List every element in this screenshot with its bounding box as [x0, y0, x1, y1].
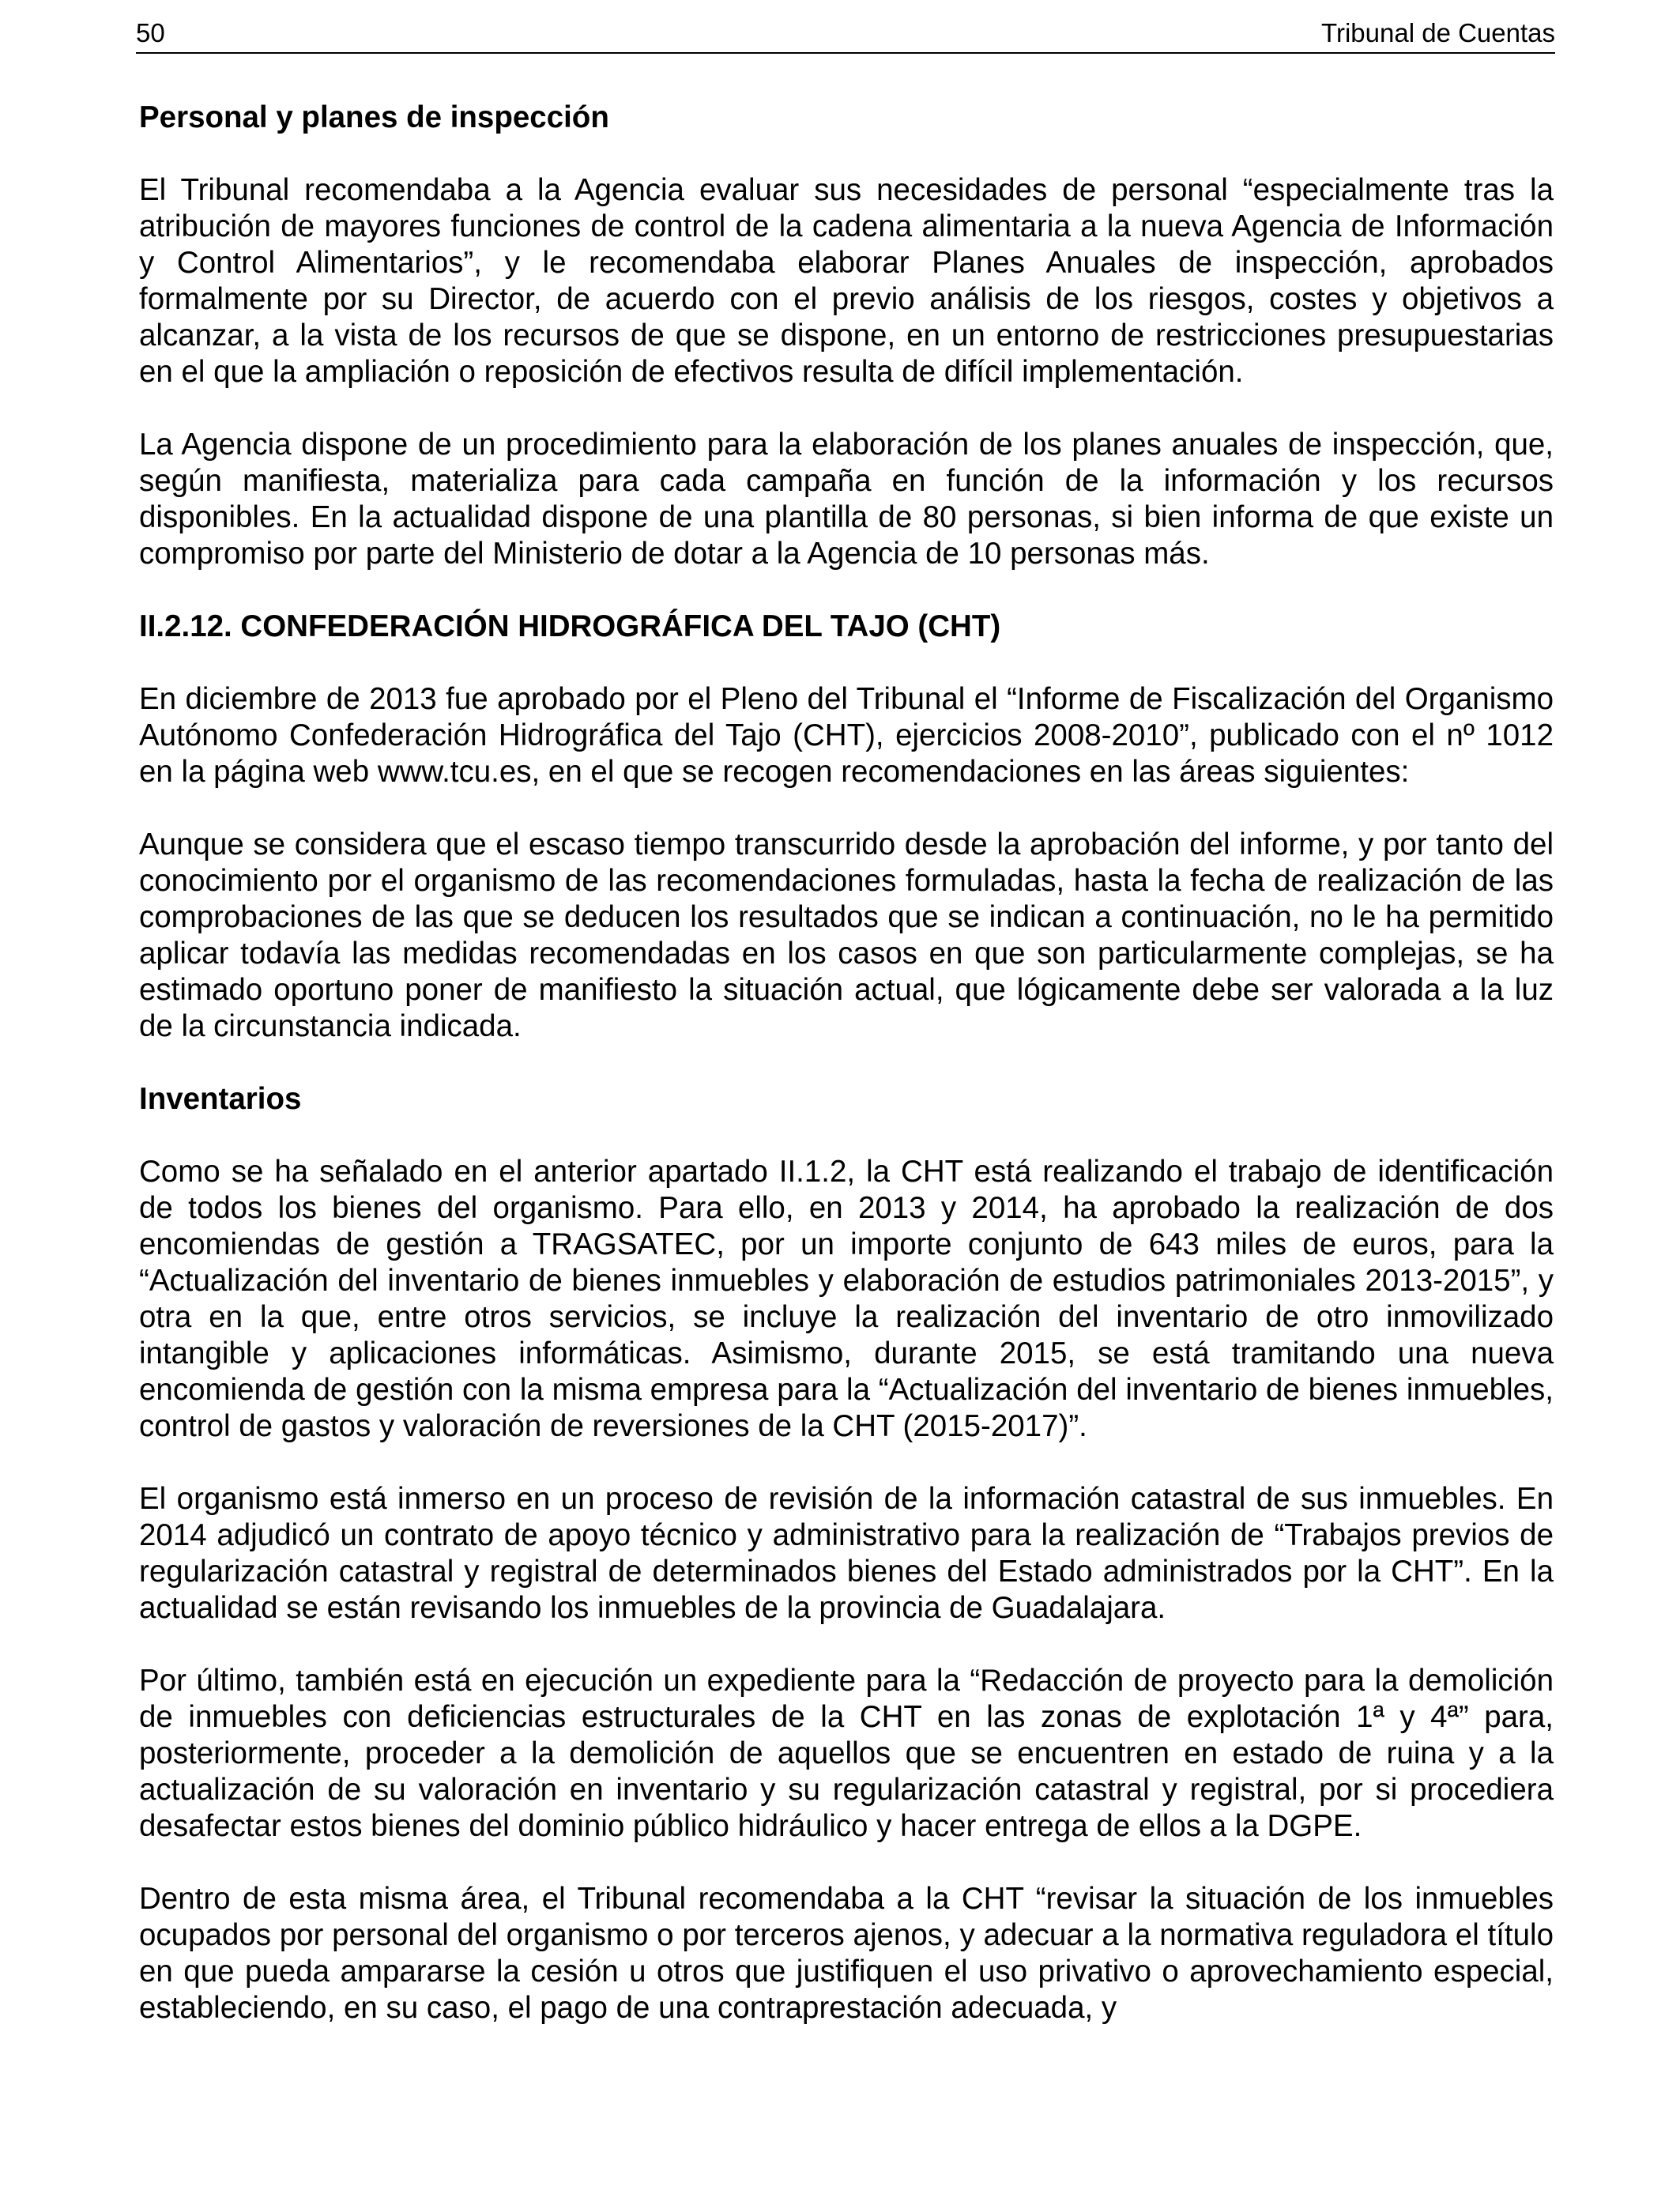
- paragraph: Aunque se considera que el escaso tiempo transcurrido desde la aprobación del informe, y por tanto del conocimiento por el organismo de las recomendaciones formuladas, hasta la fecha de realización de las comprobaciones de las que se deducen los resultados que se indican a continuación, no le ha permitido aplicar todavía las medidas recomendadas en los casos en que son particularmente complejas, se ha estimado oportuno poner de manifiesto la situación actual, que lógicamente debe ser valorada a la luz de la circunstancia indicada.: [139, 827, 1554, 1043]
- page-number: 50: [136, 18, 165, 47]
- page-header: [136, 14, 1555, 54]
- paragraph: Por último, también está en ejecución un expediente para la “Redacción de proyecto para la demolición de inmuebles con deficiencias estructurales de la CHT en las zonas de explotación 1ª y 4ª” para, posteriormente, proceder a la demolición de aquellos que se encuentren en estado de ruina y a la actualización de su valoración en inventario y su regularización catastral y registral, por si procediera desafectar estos bienes del dominio público hidráulico y hacer entrega de ellos a la DGPE.: [139, 1664, 1554, 1843]
- header-organization: Tribunal de Cuentas: [1321, 18, 1555, 47]
- paragraph: El Tribunal recomendaba a la Agencia evaluar sus necesidades de personal “especialmente tras la atribución de mayores funciones de control de la cadena alimentaria a la nueva Agencia de Información y Control Alimentarios”, y le recomendaba elaborar Planes Anuales de inspección, aprobados formalmente por su Director, de acuerdo con el previo análisis de los riesgos, costes y objetivos a alcanzar, a la vista de los recursos de que se dispone, en un entorno de restricciones presupuestarias en el que la ampliación o reposición de efectivos resulta de difícil implementación.: [139, 173, 1554, 389]
- page-body: [139, 100, 1554, 2026]
- paragraph: La Agencia dispone de un procedimiento para la elaboración de los planes anuales de inspección, que, según manifiesta, materializa para cada campaña en función de la información y los recursos disponibles. En la actualidad dispone de una plantilla de 80 personas, si bien informa de que existe un compromiso por parte del Ministerio de dotar a la Agencia de 10 personas más.: [139, 428, 1554, 571]
- section-heading-cht: II.2.12. CONFEDERACIÓN HIDROGRÁFICA DEL TAJO (CHT): [139, 609, 1001, 643]
- section-heading-inventarios: Inventarios: [139, 1082, 302, 1116]
- paragraph: Como se ha señalado en el anterior apartado II.1.2, la CHT está realizando el trabajo de identificación de todos los bienes del organismo. Para ello, en 2013 y 2014, ha aprobado la realización de dos encomiendas de gestión a TRAGSATEC, por un importe conjunto de 643 miles de euros, para la “Actualización del inventario de bienes inmuebles y elaboración de estudios patrimoniales 2013-2015”, y otra en la que, entre otros servicios, se incluye la realización del inventario de otro inmovilizado intangible y aplicaciones informáticas. Asimismo, durante 2015, se está tramitando una nueva encomienda de gestión con la misma empresa para la “Actualización del inventario de bienes inmuebles, control de gastos y valoración de reversiones de la CHT (2015-2017)”.: [139, 1155, 1554, 1443]
- paragraph: El organismo está inmerso en un proceso de revisión de la información catastral de sus inmuebles. En 2014 adjudicó un contrato de apoyo técnico y administrativo para la realización de “Trabajos previos de regularización catastral y registral de determinados bienes del Estado administrados por la CHT”. En la actualidad se están revisando los inmuebles de la provincia de Guadalajara.: [139, 1482, 1554, 1625]
- section-heading-personal: Personal y planes de inspección: [139, 100, 609, 134]
- paragraph: En diciembre de 2013 fue aprobado por el Pleno del Tribunal el “Informe de Fiscalización del Organismo Autónomo Confederación Hidrográfica del Tajo (CHT), ejercicios 2008-2010”, publicado con el nº 1012 en la página web www.tcu.es, en el que se recogen recomendaciones en las áreas siguientes:: [139, 682, 1554, 789]
- paragraph: Dentro de esta misma área, el Tribunal recomendaba a la CHT “revisar la situación de los inmuebles ocupados por personal del organismo o por terceros ajenos, y adecuar a la normativa reguladora el título en que pueda ampararse la cesión u otros que justifiquen el uso privativo o aprovechamiento especial, estableciendo, en su caso, el pago de una contraprestación adecuada, y: [139, 1882, 1554, 2025]
